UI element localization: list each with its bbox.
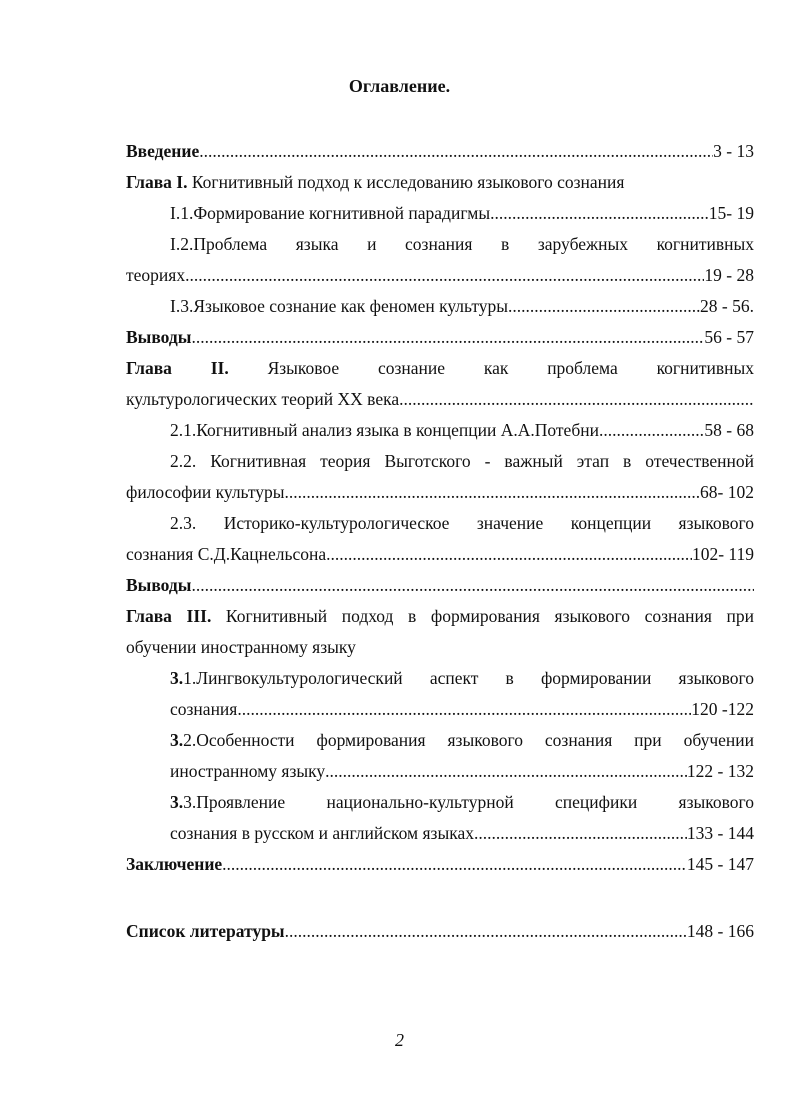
toc-pages: 58 - 68 [704, 420, 754, 440]
toc-pages: 68- 102 [700, 482, 754, 502]
toc-section-2-3 [126, 512, 754, 543]
leader-dots [399, 388, 754, 419]
toc-pages: 28 - 56. [700, 296, 754, 316]
toc-section-3-3-cont [126, 822, 754, 853]
chapter-heading [126, 605, 754, 636]
toc-label: Выводы [126, 575, 192, 595]
section-title: I.3.Языковое сознание как феномен культуры [170, 296, 509, 316]
leader-dots [599, 419, 704, 450]
toc-pages: 15- 19 [708, 203, 754, 223]
section-title-cont: иностранному языку [170, 761, 326, 781]
leader-dots [191, 326, 704, 357]
toc-pages: 56 - 57 [704, 327, 754, 347]
section-text: 1.Лингвокультурологический аспект в формировании языкового [183, 668, 754, 688]
section-title: I.1.Формирование когнитивной парадигмы [170, 203, 491, 223]
chapter-label: Глава II. [126, 358, 229, 378]
toc-conclusions-2 [126, 574, 754, 605]
chapter-title: Когнитивный подход в формирования языкового сознания при [225, 606, 754, 626]
section-title: 2.2. Когнитивная теория Выготского - важный этап в отечественной [170, 451, 754, 471]
toc-label: Список литературы [126, 921, 285, 941]
page-number: 2 [395, 1030, 404, 1050]
table-of-contents [126, 140, 754, 951]
toc-chapter-3 [126, 605, 754, 636]
toc-pages: 3 - 13 [713, 141, 754, 161]
toc-label: Выводы [126, 327, 192, 347]
toc-section-3-1-cont [126, 698, 754, 729]
toc-pages: 133 - 144 [686, 823, 754, 843]
section-text: 2.Особенности формирования языкового сознания при обучении [183, 730, 754, 750]
chapter-label: Глава I. [126, 172, 188, 192]
chapter-heading [126, 357, 754, 388]
chapter-title: Когнитивный подход к исследованию языкового сознания [191, 172, 625, 192]
toc-chapter-2-cont [126, 388, 754, 419]
chapter-title: Языковое сознание как проблема когнитивных [267, 358, 754, 378]
leader-dots [325, 760, 687, 791]
toc-section-2-1 [126, 419, 754, 450]
leader-dots [185, 264, 704, 295]
leader-dots [237, 698, 691, 729]
toc-label: Введение [126, 141, 200, 161]
section-title [170, 791, 754, 822]
toc-pages: 19 - 28 [704, 265, 754, 285]
toc-section-3-3 [126, 791, 754, 822]
spacer [126, 884, 754, 920]
toc-pages: 122 - 132 [686, 761, 754, 781]
toc-bibliography [126, 920, 754, 951]
toc-pages: 145 - 147 [686, 854, 754, 874]
section-title: I.2.Проблема языка и сознания в зарубежных когнитивных [170, 234, 754, 254]
leader-dots [474, 822, 687, 853]
section-title: 2.3. Историко-культурологическое значение концепции языкового [170, 513, 754, 533]
section-number: 3. [170, 730, 184, 750]
toc-conclusions-1 [126, 326, 754, 357]
toc-chapter-2 [126, 357, 754, 388]
toc-label: Заключение [126, 854, 223, 874]
toc-pages: 120 -122 [691, 699, 754, 719]
toc-section-2-3-cont [126, 543, 754, 574]
toc-section-1-2-cont [126, 264, 754, 295]
chapter-title-cont: обучении иностранному языку [126, 637, 356, 657]
toc-section-2-2 [126, 450, 754, 481]
section-number: 3. [170, 792, 184, 812]
leader-dots [285, 481, 701, 512]
toc-pages: 102- 119 [691, 544, 754, 564]
chapter-label: Глава III. [126, 606, 212, 626]
leader-dots [222, 853, 687, 884]
toc-conclusion [126, 853, 754, 884]
section-title-cont: теориях [126, 265, 186, 285]
toc-pages: 148 - 166 [686, 921, 754, 941]
leader-dots [326, 543, 692, 574]
toc-section-3-2-cont [126, 760, 754, 791]
leader-dots [191, 574, 754, 605]
toc-intro [126, 140, 754, 171]
leader-dots [199, 140, 713, 171]
toc-chapter-3-cont [126, 636, 754, 667]
section-title-cont: философии культуры [126, 482, 285, 502]
leader-dots [490, 202, 709, 233]
section-title-cont: сознания С.Д.Кацнельсона [126, 544, 327, 564]
section-title [170, 667, 754, 698]
chapter-title-cont: культурологических теорий XX века [126, 389, 400, 409]
section-title-cont: сознания [170, 699, 238, 719]
section-title [170, 729, 754, 760]
leader-dots [285, 920, 687, 951]
toc-chapter-1 [126, 171, 754, 202]
toc-section-3-2 [126, 729, 754, 760]
toc-section-3-1 [126, 667, 754, 698]
section-title: 2.1.Когнитивный анализ языка в концепции А.А.Потебни [170, 420, 599, 440]
toc-section-2-2-cont [126, 481, 754, 512]
section-text: 3.Проявление национально-культурной специфики языкового [183, 792, 754, 812]
toc-section-1-1 [126, 202, 754, 233]
page-title: Оглавление. [348, 76, 451, 96]
toc-section-1-2 [126, 233, 754, 264]
section-number: 3. [170, 668, 184, 688]
section-title-cont: сознания в русском и английском языках [170, 823, 474, 843]
toc-section-1-3 [126, 295, 754, 326]
leader-dots [508, 295, 700, 326]
